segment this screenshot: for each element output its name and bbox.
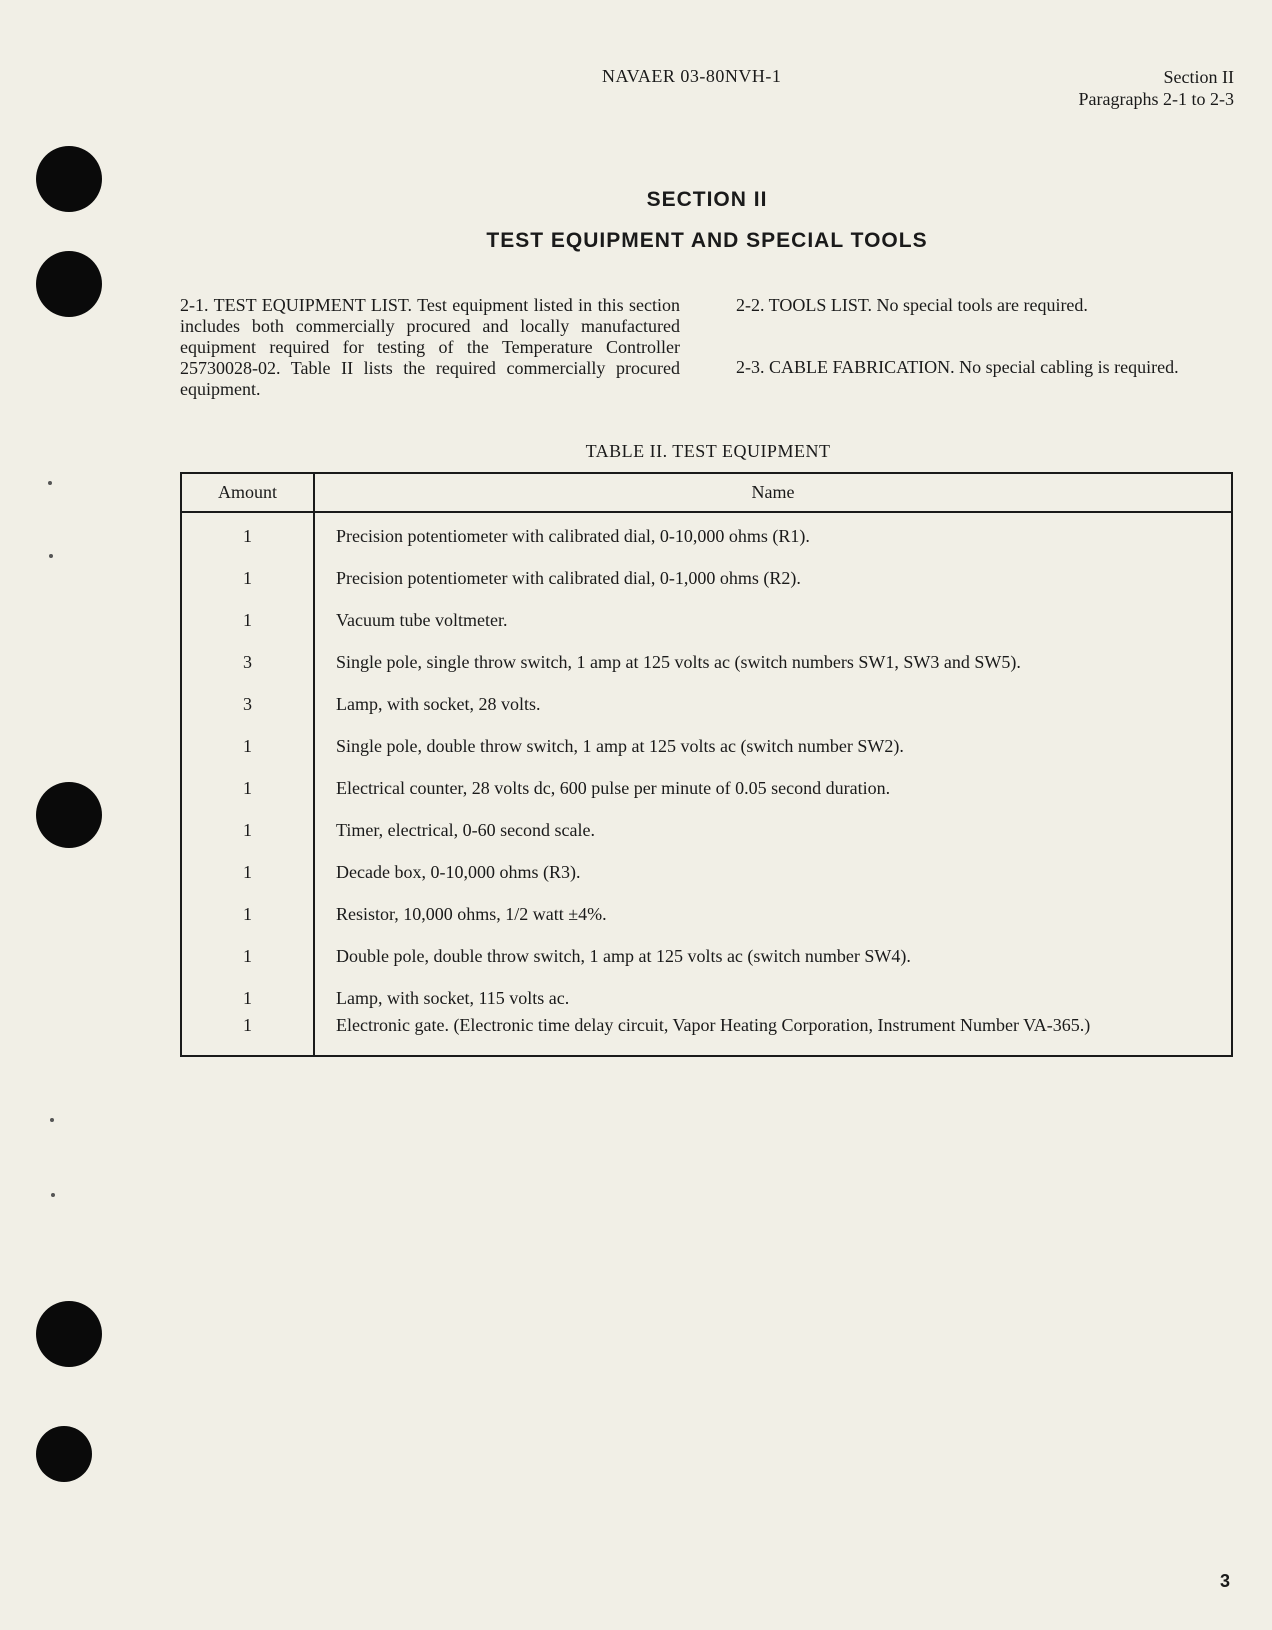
amount-cell: 1	[243, 778, 252, 798]
paragraphs-label: Paragraphs 2-1 to 2-3	[1078, 89, 1234, 109]
amount-cell: 1	[243, 610, 252, 630]
column-header-amount: Amount	[217, 482, 277, 502]
section-reference	[1079, 66, 1234, 110]
header-divider	[182, 511, 1231, 513]
page-number: 3	[1219, 1571, 1230, 1591]
name-cell: Precision potentiometer with calibrated dial, 0-1,000 ohms (R2).	[336, 568, 801, 588]
table-caption: TABLE II. TEST EQUIPMENT	[585, 441, 831, 461]
name-cell: Double pole, double throw switch, 1 amp at 125 volts ac (switch number SW4).	[336, 946, 911, 966]
punch-hole	[36, 251, 102, 317]
amount-cell: 1	[243, 1015, 252, 1035]
amount-cell: 1	[243, 988, 252, 1008]
name-cell: Precision potentiometer with calibrated dial, 0-10,000 ohms (R1).	[336, 526, 810, 546]
column-divider	[313, 474, 315, 1055]
name-cell: Lamp, with socket, 28 volts.	[336, 694, 541, 714]
right-column	[736, 295, 1232, 378]
document-id: NAVAER 03-80NVH-1	[602, 66, 782, 86]
speck	[49, 554, 53, 558]
section-number: SECTION II	[646, 188, 768, 211]
amount-cell: 1	[243, 820, 252, 840]
name-cell: Single pole, double throw switch, 1 amp at 125 volts ac (switch number SW2).	[336, 736, 904, 756]
name-cell: Timer, electrical, 0-60 second scale.	[336, 820, 596, 840]
name-cell: Vacuum tube voltmeter.	[336, 610, 508, 630]
amount-cell: 1	[243, 526, 252, 546]
punch-hole	[36, 1301, 102, 1367]
paragraph-2-1: 2-1. TEST EQUIPMENT LIST. Test equipment listed in this section includes both commercially procured and locally manufactured equipment required for testing of the Temperature Controller 25730028-02. Table II lists the required commercially procured equipment.	[180, 295, 680, 399]
column-header-name: Name	[751, 482, 795, 502]
name-cell: Decade box, 0-10,000 ohms (R3).	[336, 862, 581, 882]
test-equipment-table	[180, 472, 1233, 1057]
section-label: Section II	[1163, 67, 1234, 87]
name-cell: Single pole, single throw switch, 1 amp at 125 volts ac (switch numbers SW1, SW3 and SW5).	[336, 652, 1021, 672]
punch-hole	[36, 1426, 92, 1482]
speck	[51, 1193, 55, 1197]
name-cell: Electronic gate. (Electronic time delay circuit, Vapor Heating Corporation, Instrument Number VA-365.)	[336, 1015, 1091, 1035]
section-title: TEST EQUIPMENT AND SPECIAL TOOLS	[486, 229, 928, 252]
amount-cell: 1	[243, 568, 252, 588]
amount-cell: 3	[243, 652, 252, 672]
speck	[48, 481, 52, 485]
amount-cell: 1	[243, 946, 252, 966]
amount-cell: 1	[243, 862, 252, 882]
paragraph-2-3: 2-3. CABLE FABRICATION. No special cabling is required.	[736, 357, 1179, 377]
left-column	[180, 295, 680, 400]
amount-cell: 1	[243, 736, 252, 756]
paragraph-2-2: 2-2. TOOLS LIST. No special tools are required.	[736, 295, 1088, 315]
speck	[50, 1118, 54, 1122]
name-cell: Electrical counter, 28 volts dc, 600 pulse per minute of 0.05 second duration.	[336, 778, 891, 798]
name-cell: Resistor, 10,000 ohms, 1/2 watt ±4%.	[336, 904, 607, 924]
amount-cell: 3	[243, 694, 252, 714]
name-cell: Lamp, with socket, 115 volts ac.	[336, 988, 570, 1008]
punch-hole	[36, 782, 102, 848]
amount-cell: 1	[243, 904, 252, 924]
